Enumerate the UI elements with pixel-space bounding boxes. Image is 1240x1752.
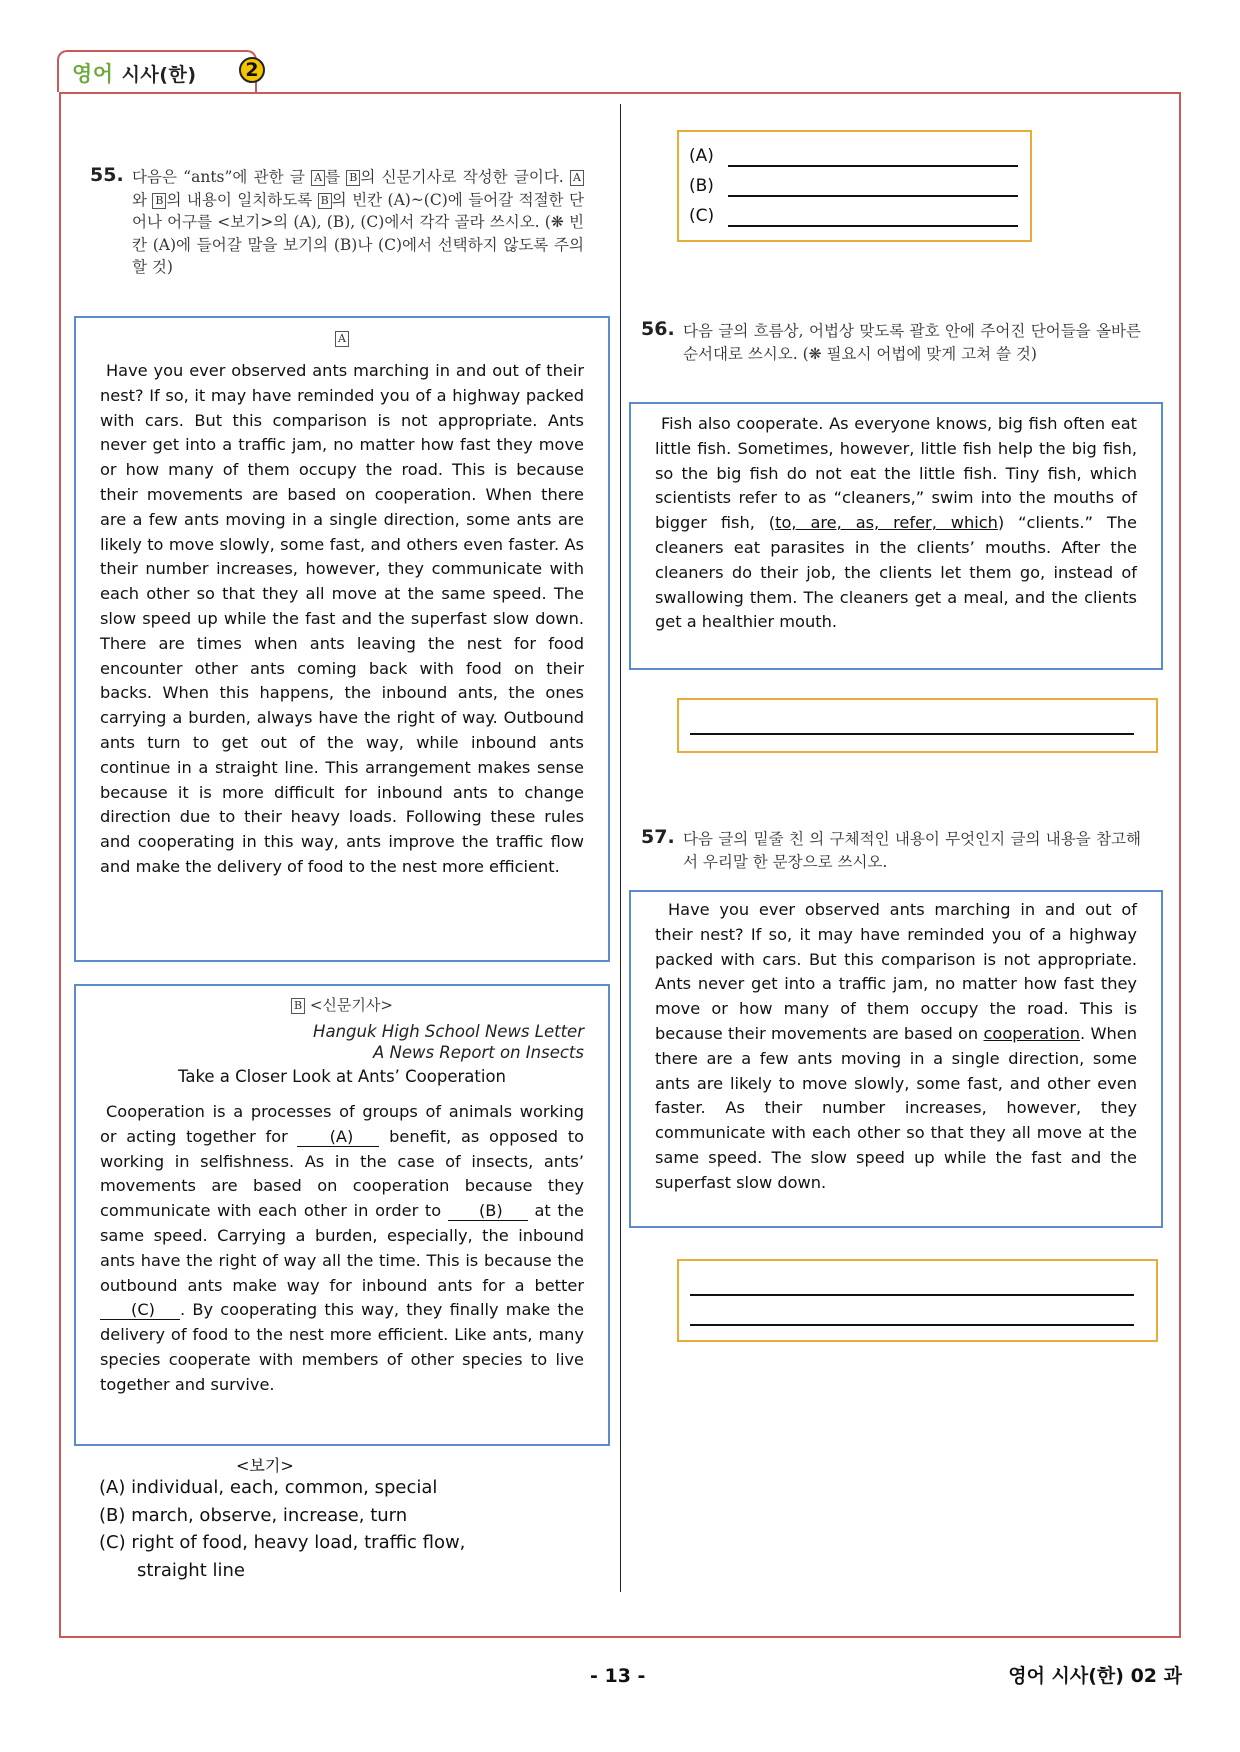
passage-b-box — [74, 984, 610, 1446]
answer-line-a[interactable] — [728, 165, 1018, 167]
q56-number: 56. — [641, 318, 675, 340]
q57-passage-box — [629, 890, 1163, 1228]
newsletter-name: Hanguk High School News Letter — [313, 1022, 584, 1041]
q57-passage-text: Have you ever observed ants marching in and out of their nest? If so, it may have reminded you of a highway packed with cars. But this comparison is not appropriate. Ants never get into a traffic jam, no matter how fast they move or how many of them occupy the road. This is because their movements are based on cooperation. When there are a few ants moving in a single direction, some ants are likely to move slowly, some fast, and other even faster. As their number increases, however, they communicate with each other so that they all move at the same speed. The slow speed up while the fast and the superfast slow down. — [655, 900, 1137, 1192]
answer-line-b[interactable] — [728, 195, 1018, 197]
answer-label-a: (A) — [689, 146, 714, 166]
box-b-icon: B — [152, 193, 166, 209]
passage-a-text: Have you ever observed ants marching in and out of their nest? If so, it may have reminded you of a highway packed with cars. But this comparison is not appropriate. Ants never get into a traffic jam, no matter how fast they move or how many of them occupy the road. This is because their movements are based on cooperation. When there are a few ants moving in a single direction, some ants are likely to move slowly, some fast, and others even faster. As their number increases, however, they communicate with each other so that they all move at the same speed. The slow speed up while the fast and the superfast slow down. There are times when ants leaving the nest for food encounter other ants coming back with food on their backs. When this happens, the inbound ants, the ones carrying a burden, always have the right of way. Outbound ants turn to get out of the way, while inbound ants continue in a straight line. This arrangement makes sense because it is more difficult for inbound ants to change direction due to their heavy loads. Following these rules and cooperating in this way, ants improve the traffic flow and make the delivery of food to the nest more efficient. — [100, 361, 584, 876]
box-b-icon: B — [318, 193, 332, 209]
answer-label-b: (B) — [689, 176, 714, 196]
q55-number: 55. — [90, 164, 124, 186]
q56-instruction: 56. 다음 글의 흐름상, 어법상 맞도록 괄호 안에 주어진 단어들을 올바른 순서대로 쓰시오. (❋ 필요시 어법에 맞게 고쳐 쓸 것) — [641, 318, 1141, 363]
answer-line-1[interactable] — [690, 1294, 1134, 1296]
bogi-item-b: (B) march, observe, increase, turn — [99, 1505, 408, 1526]
answer-line-c[interactable] — [728, 225, 1018, 227]
q55-instruction: 55. 다음은 “ants”에 관한 글 A 를 B 의 신문기사로 작성한 글이다. A와 B 의 내용이 일치하도록 B 의 빈칸 (A)~(C)에 들어갈 적절한 단어나 어구를 <보기>의 (A), (B), (C)에서 각각 골라 쓰시오. (❋ 빈칸 (A)에 들어갈 말을 보기의 (B)나 (C)에서 선택하지 않도록 주의 할 것) — [90, 164, 584, 276]
column-divider — [620, 104, 621, 1592]
answer-label-c: (C) — [689, 206, 715, 226]
q57-answer-box — [677, 1259, 1158, 1342]
lesson-badge: 2 — [239, 57, 265, 83]
answer-line-2[interactable] — [690, 1324, 1134, 1326]
q56-scrambled-words: to, are, as, refer, which — [775, 513, 998, 533]
q55-answer-box — [677, 130, 1032, 242]
blank-b: (B) — [448, 1202, 528, 1221]
footer-title: 영어 시사(한) 02 과 — [1008, 1665, 1182, 1687]
box-a-icon: A — [311, 170, 325, 186]
passage-a-box — [74, 316, 610, 962]
blank-c: (C) — [100, 1301, 180, 1320]
q56-answer-box — [677, 698, 1158, 753]
bogi-item-c-cont: straight line — [137, 1560, 245, 1581]
article-headline: Take a Closer Look at Ants’ Cooperation — [177, 1067, 506, 1086]
header-title-rest: 시사(한) — [121, 64, 197, 86]
box-b-icon: B — [291, 998, 305, 1014]
q57-instruction: 57. 다음 글의 밑줄 친 의 구체적인 내용이 무엇인지 글의 내용을 참고해서 우리말 한 문장으로 쓰시오. — [641, 826, 1141, 871]
box-a-icon: A — [570, 170, 584, 186]
answer-line[interactable] — [690, 733, 1134, 735]
newspaper-label: <신문기사> — [309, 996, 393, 1014]
box-a-icon: A — [335, 331, 349, 347]
q57-underlined-word: cooperation — [983, 1023, 1081, 1043]
header-title-english: 영어 — [72, 62, 114, 86]
report-name: A News Report on Insects — [372, 1043, 584, 1062]
q57-number: 57. — [641, 826, 675, 848]
bogi-item-c: (C) right of food, heavy load, traffic flow, — [99, 1532, 466, 1553]
header-title — [72, 58, 197, 88]
passage-b-text: Cooperation is a processes of groups of animals working or acting together for (A) benefit, as opposed to working in selfishness. As in the case of insects, ants’ movements are based on cooperation because they communicate with each other in order to (B) at the same speed. Carrying a burden, especially, the inbound ants have the right of way all the time. This is because the outbound ants make way for inbound ants for a better (C) . By cooperating this way, they finally make the delivery of food to the nest more efficient. Like ants, many species cooperate with members of other species to live together and survive. — [100, 1102, 584, 1394]
blank-a: (A) — [297, 1128, 379, 1147]
page-number: - 13 - — [590, 1665, 646, 1687]
bogi-item-a: (A) individual, each, common, special — [99, 1477, 438, 1498]
q56-passage-box — [629, 402, 1163, 670]
q56-passage-text: Fish also cooperate. As everyone knows, big fish often eat little fish. Sometimes, however, little fish help the big fish, so the big fish do not eat the little fish. Tiny fish, which scientists refer to as “cleaners,” swim into the mouths of bigger fish, (to, are, as, refer, which) “clients.” The cleaners eat parasites in the clients’ mouths. After the cleaners do their job, the clients let them go, instead of swallowing them. The cleaners get a meal, and the clients get a healthier mouth. — [655, 414, 1137, 632]
box-b-icon: B — [346, 170, 360, 186]
bogi-title: <보기> — [236, 1456, 294, 1475]
